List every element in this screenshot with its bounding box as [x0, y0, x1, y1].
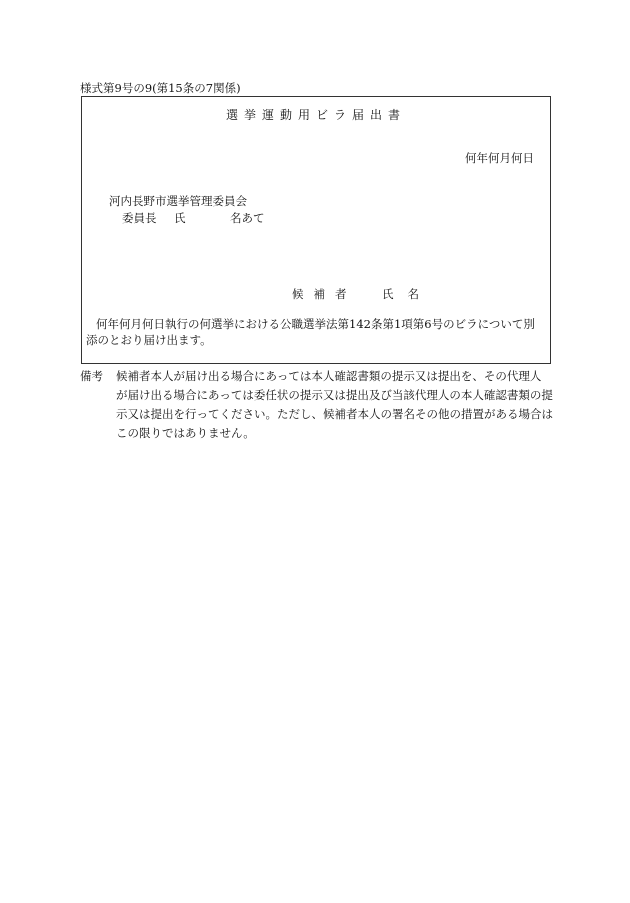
remarks-line-4: この限りではありません。 — [116, 426, 255, 440]
addressee-title: 委員長 — [122, 211, 157, 225]
candidate-line — [292, 286, 433, 302]
remarks-line-1: 候補者本人が届け出る場合にあっては本人確認書類の提示又は提出を、その代理人 — [116, 369, 542, 383]
remarks-label: 備考 — [80, 369, 103, 383]
addressee-name: 名あて — [230, 211, 265, 225]
form-number: 様式第9号の9(第15条の7関係) — [80, 81, 241, 95]
remarks-text — [116, 367, 552, 443]
notification-form — [81, 96, 551, 364]
addressee-organization: 河内長野市選挙管理委員会 — [109, 194, 247, 208]
remarks-section — [80, 367, 552, 443]
remarks-line-3: 示又は提出を行ってください。ただし、候補者本人の署名その他の措置がある場合は — [116, 407, 553, 421]
addressee-line — [122, 210, 265, 226]
candidate-name-label: 氏名 — [382, 287, 433, 301]
remarks-line-2: が届け出る場合にあっては委任状の提示又は提出及び当該代理人の本人確認書類の提 — [116, 388, 553, 402]
form-title: 選挙運動用ビラ届出書 — [225, 108, 406, 122]
form-date: 何年何月何日 — [465, 151, 534, 165]
candidate-label: 候補者 — [292, 287, 357, 301]
form-body-text: 何年何月何日執行の何選挙における公職選挙法第142条第1項第6号のビラについて別添のとおり届け出ます。 — [86, 317, 535, 347]
addressee-honorific: 氏 — [174, 211, 186, 225]
